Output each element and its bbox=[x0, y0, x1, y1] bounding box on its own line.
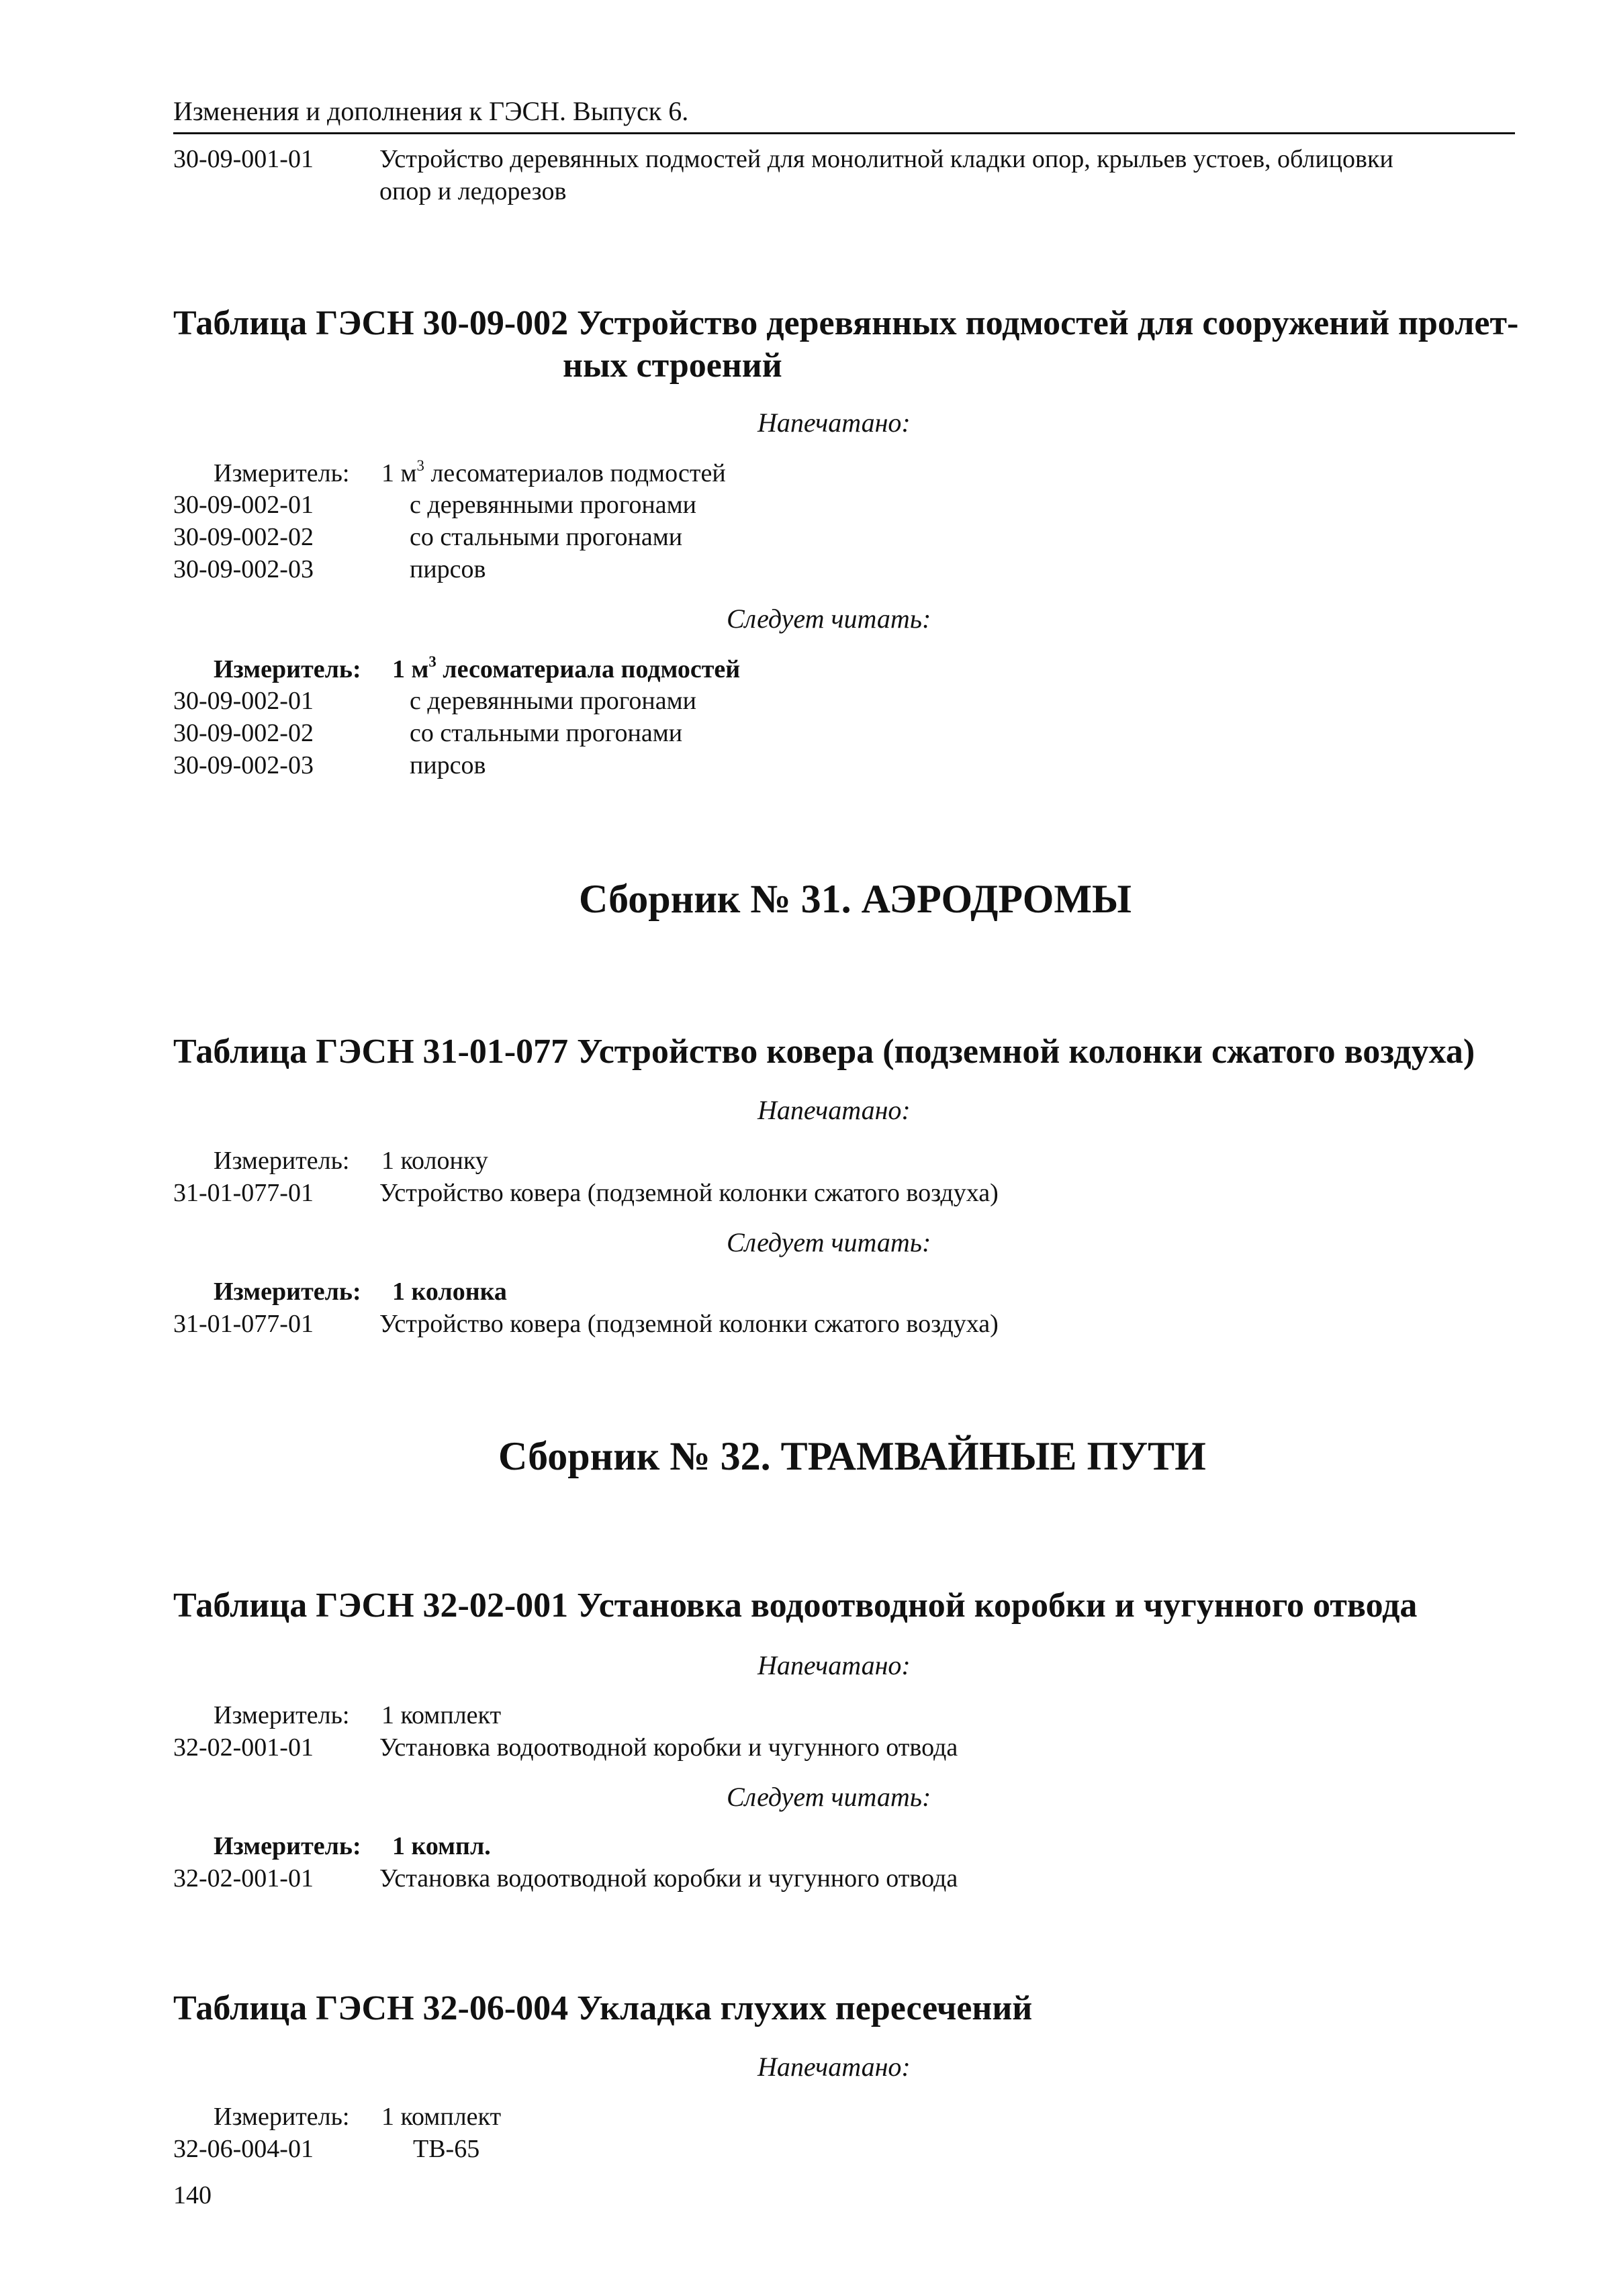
corrected-label: Следует читать: bbox=[727, 1782, 931, 1812]
row-text: с деревянными прогонами bbox=[410, 687, 696, 715]
printed-label: Напечатано: bbox=[757, 2052, 911, 2082]
meter-value: 1 колонку bbox=[381, 1147, 488, 1175]
row-text: Установка водоотводной коробки и чугунного отвода bbox=[379, 1733, 958, 1762]
meter-value: 1 компл. bbox=[392, 1832, 491, 1860]
row-code: 30-09-002-02 bbox=[173, 523, 314, 551]
row-code: 32-02-001-01 bbox=[173, 1864, 314, 1893]
row-text: Устройство ковера (подземной колонки сжатого воздуха) bbox=[379, 1179, 999, 1207]
meter-label: Измеритель: bbox=[214, 1832, 361, 1860]
row-text: пирсов bbox=[410, 751, 486, 779]
intro-text-line2: опор и ледорезов bbox=[379, 177, 567, 205]
meter-value: 1 комплект bbox=[381, 1701, 502, 1729]
row-code: 30-09-002-02 bbox=[173, 719, 314, 747]
meter-value: 1 колонка bbox=[392, 1278, 507, 1306]
printed-label: Напечатано: bbox=[757, 1650, 911, 1680]
section-31-heading: Сборник № 31. АЭРОДРОМЫ bbox=[579, 877, 1132, 921]
table-30-09-002-title-line1: Таблица ГЭСН 30-09-002 Устройство деревянных подмостей для сооружений пролет- bbox=[173, 304, 1519, 342]
printed-label: Напечатано: bbox=[757, 408, 911, 438]
meter-label: Измеритель: bbox=[214, 1278, 361, 1306]
row-code: 32-02-001-01 bbox=[173, 1733, 314, 1762]
printed-label: Напечатано: bbox=[757, 1095, 911, 1125]
row-code: 31-01-077-01 bbox=[173, 1310, 314, 1338]
intro-code: 30-09-001-01 bbox=[173, 145, 314, 173]
row-text: со стальными прогонами bbox=[410, 719, 683, 747]
meter-label: Измеритель: bbox=[214, 459, 350, 487]
section-32-heading: Сборник № 32. ТРАМВАЙНЫЕ ПУТИ bbox=[498, 1434, 1206, 1478]
corrected-label: Следует читать: bbox=[727, 604, 931, 634]
row-text: пирсов bbox=[410, 555, 486, 583]
table-31-01-077-title: Таблица ГЭСН 31-01-077 Устройство ковера (подземной колонки сжатого воздуха) bbox=[173, 1033, 1475, 1071]
row-code: 30-09-002-03 bbox=[173, 555, 314, 583]
table-32-02-001-title: Таблица ГЭСН 32-02-001 Установка водоотводной коробки и чугунного отвода bbox=[173, 1586, 1418, 1625]
meter-value: 1 $м^3$ лесоматериалов подмостей bbox=[381, 457, 726, 487]
header-rule bbox=[173, 132, 1515, 134]
row-text: Установка водоотводной коробки и чугунного отвода bbox=[379, 1864, 958, 1893]
row-code: 30-09-002-03 bbox=[173, 751, 314, 779]
running-header: Изменения и дополнения к ГЭСН. Выпуск 6. bbox=[173, 96, 689, 126]
page-number: 140 bbox=[173, 2181, 212, 2209]
corrected-label: Следует читать: bbox=[727, 1227, 931, 1257]
meter-label: Измеритель: bbox=[214, 655, 361, 683]
row-code: 32-06-004-01 bbox=[173, 2135, 314, 2163]
meter-label: Измеритель: bbox=[214, 2103, 350, 2131]
table-32-06-004-title: Таблица ГЭСН 32-06-004 Укладка глухих пересечений bbox=[173, 1989, 1033, 2027]
row-text: Устройство ковера (подземной колонки сжатого воздуха) bbox=[379, 1310, 999, 1338]
row-code: 30-09-002-01 bbox=[173, 687, 314, 715]
meter-label: Измеритель: bbox=[214, 1147, 350, 1175]
row-code: 30-09-002-01 bbox=[173, 491, 314, 519]
meter-value: 1 $м^3$ лесоматериала подмостей bbox=[392, 653, 741, 683]
table-30-09-002-title-line2: ных строений bbox=[563, 346, 782, 385]
row-text: ТВ-65 bbox=[413, 2135, 480, 2163]
row-text: с деревянными прогонами bbox=[410, 491, 696, 519]
intro-text-line1: Устройство деревянных подмостей для монолитной кладки опор, крыльев устоев, облицовки bbox=[379, 145, 1393, 173]
meter-label: Измеритель: bbox=[214, 1701, 350, 1729]
row-code: 31-01-077-01 bbox=[173, 1179, 314, 1207]
meter-value: 1 комплект bbox=[381, 2103, 502, 2131]
row-text: со стальными прогонами bbox=[410, 523, 683, 551]
